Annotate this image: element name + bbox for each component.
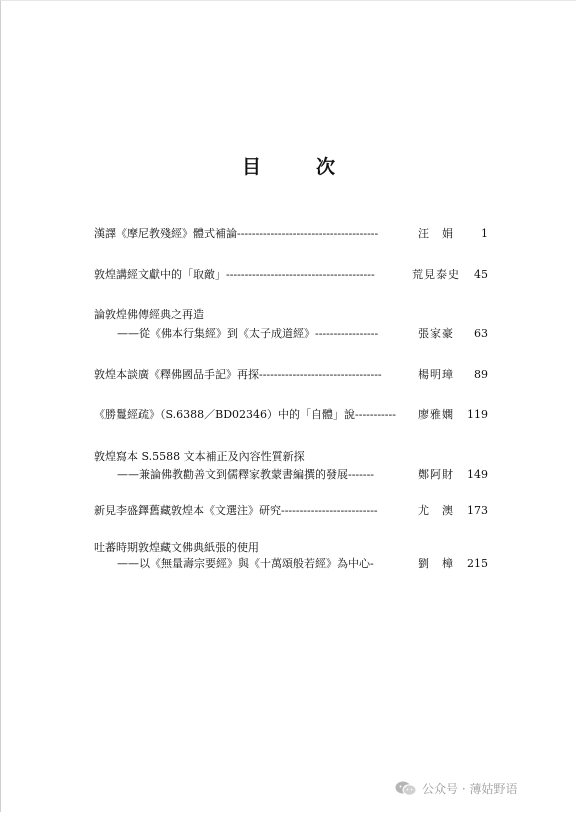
watermark-text: 公众号 · 薄姑野语 — [422, 782, 518, 796]
toc-entry-author: 荒見泰史 — [412, 268, 460, 281]
toc-entry-author: 廖雅嫻 — [418, 408, 454, 421]
toc-entry-author: 汪 娟 — [418, 227, 454, 240]
toc-entry-page: 63 — [474, 327, 488, 340]
toc-entry-title: 漢譯《摩尼教殘經》體式補論-------------------------------------- — [94, 227, 379, 240]
toc-entry-author: 尤 澳 — [418, 504, 454, 517]
toc-entry-author: 劉 樟 — [418, 557, 454, 570]
toc-entry-title: 新見李盛鐸舊藏敦煌本《文選注》研究-------------------------- — [94, 504, 378, 517]
toc-entry-page: 149 — [467, 468, 488, 481]
toc-entry-author: 楊明璋 — [418, 368, 454, 381]
toc-entry-title: 吐蕃時期敦煌藏文佛典紙張的使用 — [94, 541, 259, 554]
toc-entry-page: 119 — [467, 408, 488, 421]
toc-entry-page: 173 — [467, 504, 488, 517]
toc-entry-page: 89 — [474, 368, 488, 381]
page-title: 目 次 — [241, 156, 353, 178]
wechat-icon — [395, 781, 417, 796]
toc-entry-subtitle: ——以《無量壽宗要經》與《十萬頌般若經》為中心- — [117, 557, 374, 570]
watermark — [395, 780, 517, 797]
toc-entry-subtitle: ——從《佛本行集經》到《太子成道經》----------------- — [117, 327, 379, 340]
toc-entry-title: 敦煌本談廣《釋佛國品手記》再探--------------------------------- — [94, 368, 382, 381]
toc-entry-title: 論敦煌佛傳經典之再造 — [94, 308, 204, 321]
toc-entry-title: 敦煌寫本 S.5588 文本補正及內容性質新探 — [94, 450, 305, 463]
toc-entry-author: 張家豪 — [418, 327, 454, 340]
toc-entry-title: 敦煌講經文獻中的「取敵」---------------------------------------- — [94, 268, 375, 281]
toc-entry-title: 《勝鬘經疏》（S.6388／BD02346）中的「自體」說----------- — [94, 408, 396, 421]
toc-entry-subtitle: ——兼論佛教勸善文到儒釋家教蒙書編撰的發展------- — [117, 468, 375, 481]
toc-entry-author: 鄭阿財 — [418, 468, 454, 481]
toc-entry-page: 1 — [481, 227, 488, 240]
toc-entry-page: 215 — [467, 557, 488, 570]
toc-entry-page: 45 — [474, 268, 488, 281]
